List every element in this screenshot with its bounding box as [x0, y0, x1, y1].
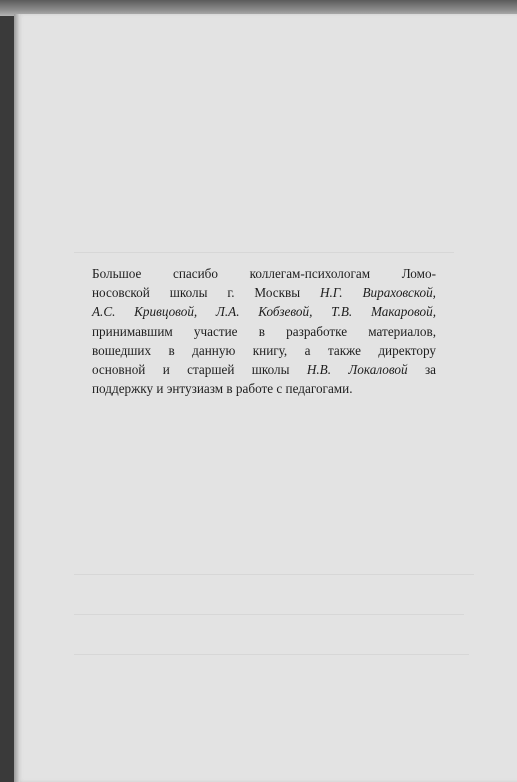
acknowledgement-paragraph	[92, 264, 436, 398]
paragraph-line	[92, 264, 436, 283]
paragraph-line	[92, 322, 436, 341]
text-run: за	[407, 362, 437, 378]
italic-name: А.С. Кривцовой, Л.А. Кобзевой, Т.В. Макаровой,	[92, 304, 436, 320]
text-run: носовской школы г. Москвы	[92, 285, 320, 301]
text-run: Большое спасибо коллегам-психологам Ломо-	[92, 266, 436, 281]
page-spine-shadow	[14, 14, 20, 782]
book-page	[14, 14, 517, 782]
bleed-through-line	[74, 614, 464, 615]
bleed-through-line	[74, 654, 469, 655]
text-run: основной и старшей школы	[92, 362, 307, 378]
paragraph-line	[92, 283, 436, 302]
bleed-through-line	[74, 252, 454, 253]
paragraph-line	[92, 360, 436, 379]
text-run: вошедших в данную книгу, а также директору	[92, 342, 436, 358]
text-run: поддержку и энтузиазм в работе с педагогами.	[92, 381, 353, 397]
italic-name: Н.В. Локаловой	[306, 362, 408, 378]
paragraph-line	[92, 341, 436, 360]
text-run: принимавшим участие в разработке материалов,	[92, 323, 436, 339]
bleed-through-line	[74, 574, 474, 575]
paragraph-line	[92, 302, 436, 321]
italic-name: Н.Г. Вираховской,	[319, 285, 436, 301]
paragraph-line	[92, 379, 436, 398]
